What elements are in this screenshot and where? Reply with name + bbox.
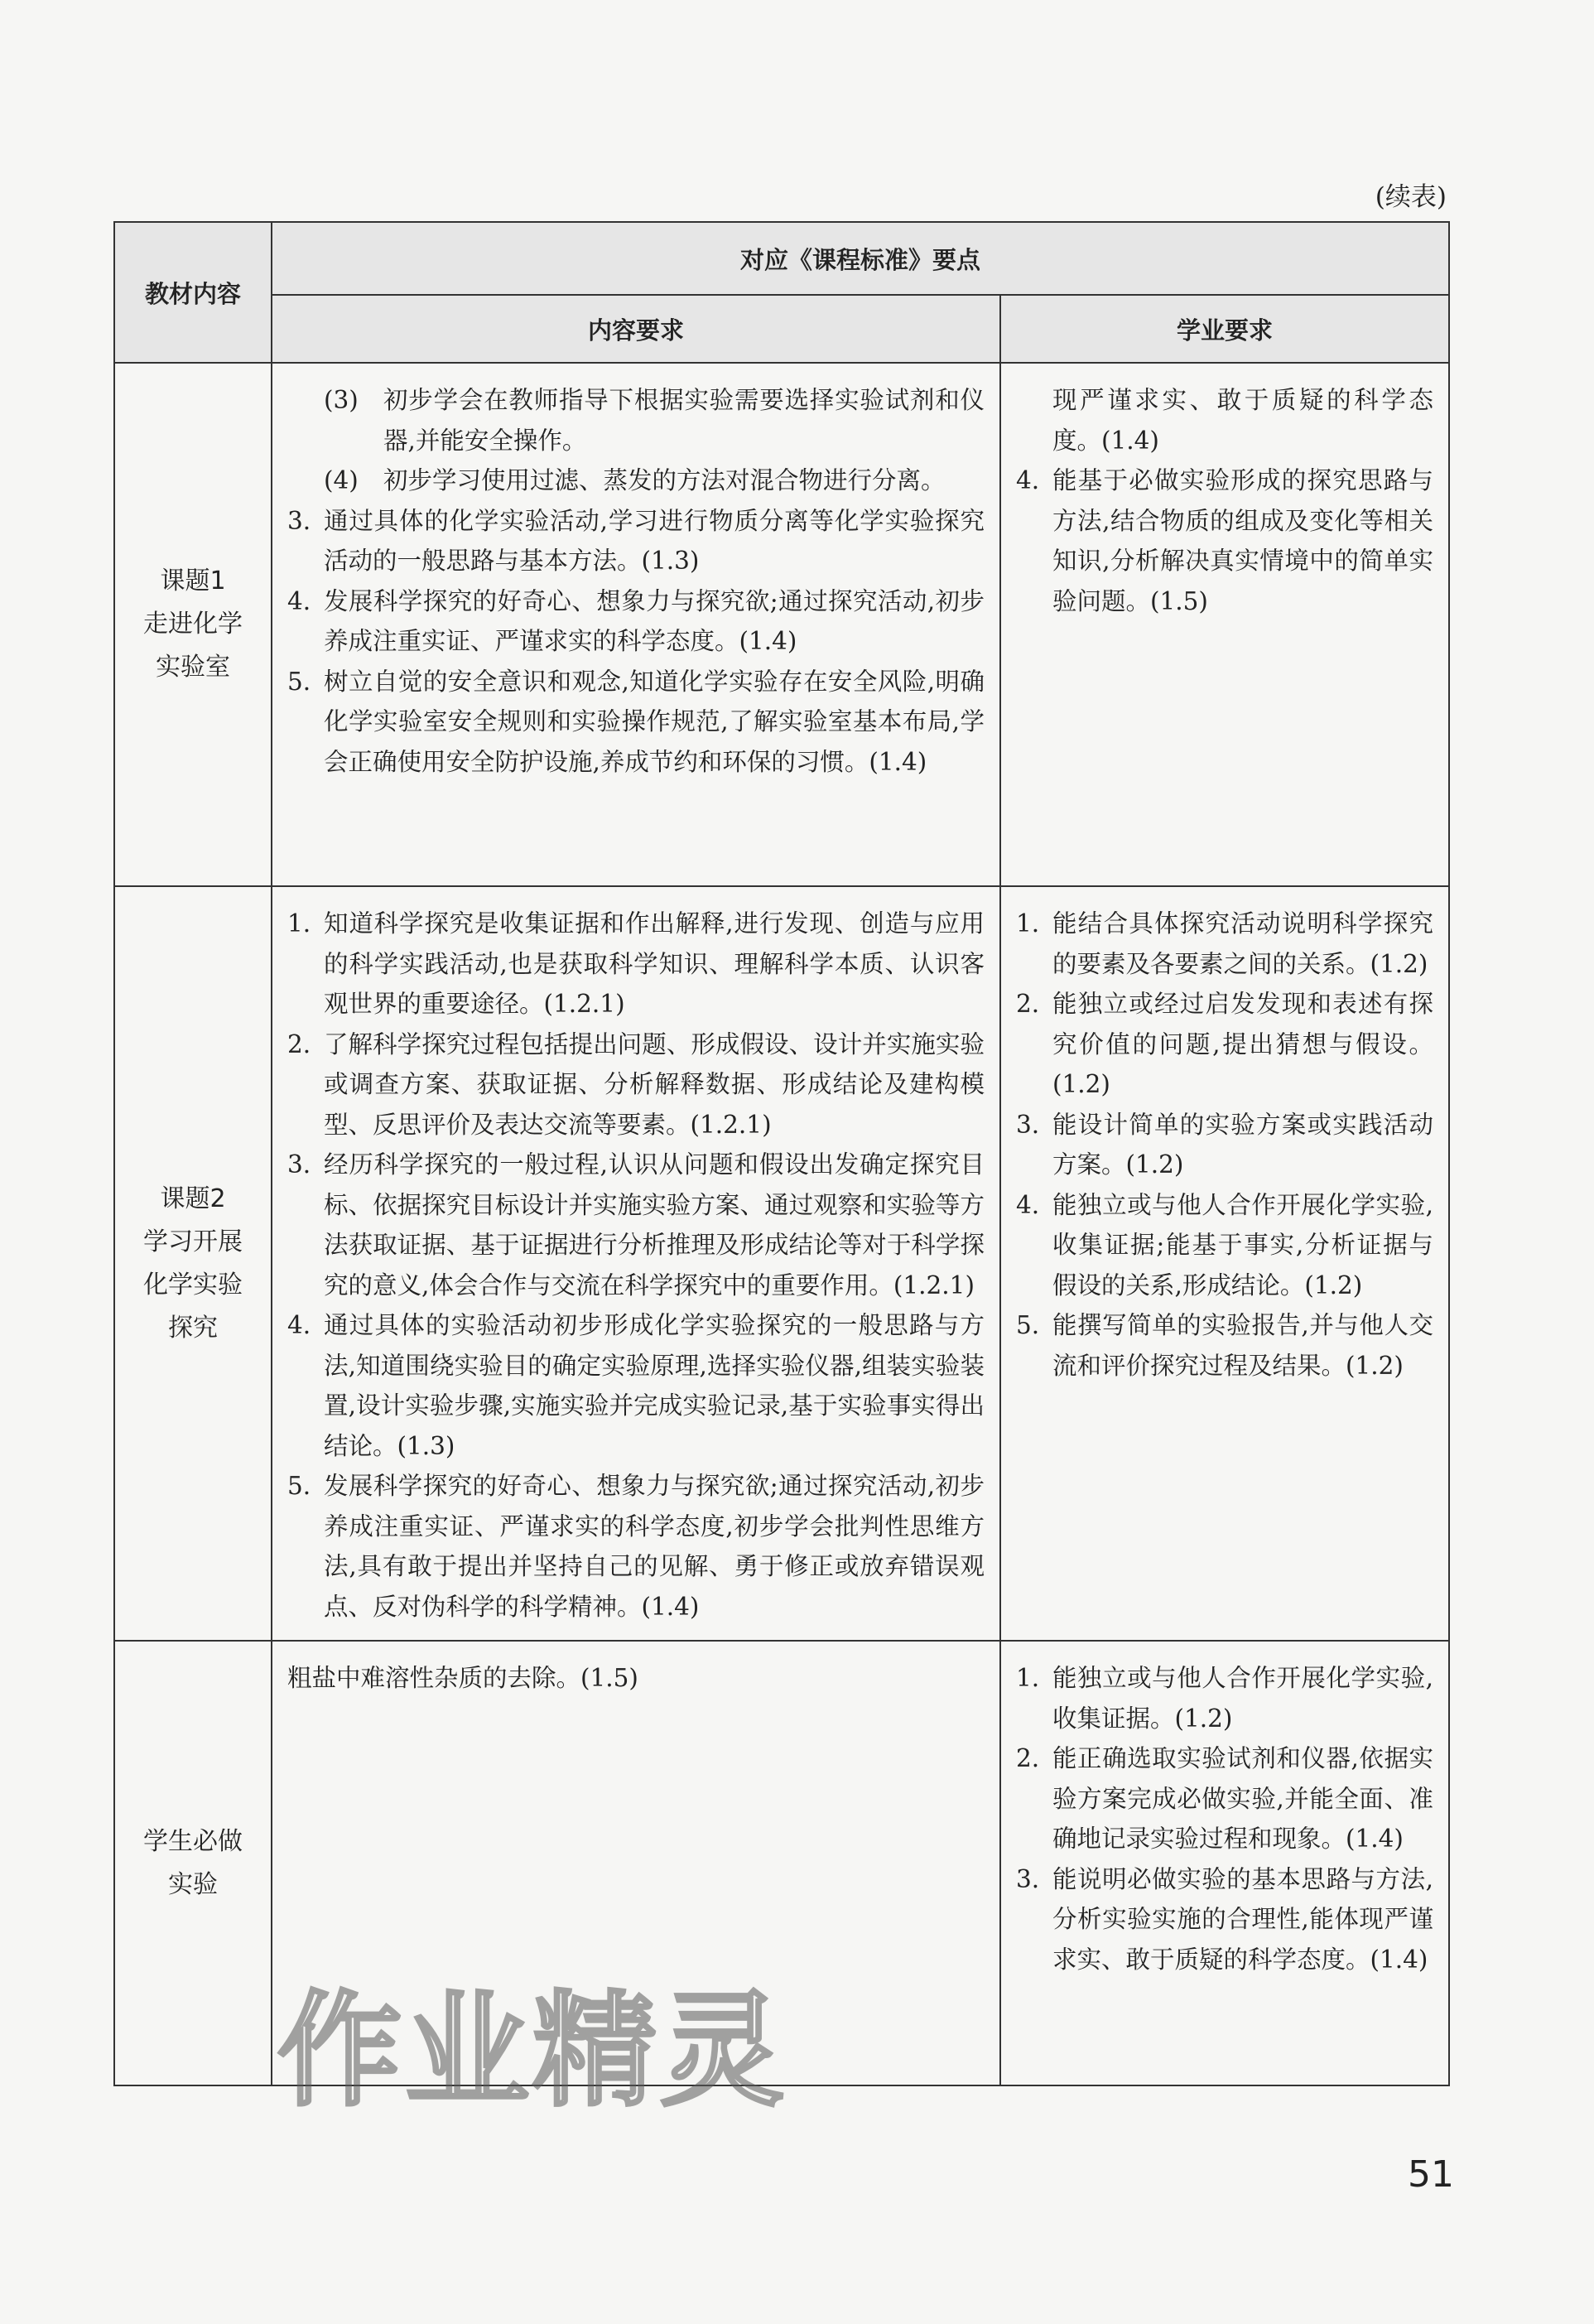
topic-cell: [114, 1641, 272, 2085]
table-body: [114, 363, 1449, 2085]
topic-line: 课题2: [160, 1184, 226, 1213]
item-text: 能基于必做实验形成的探究思路与方法,结合物质的组成及变化等相关知识,分析解决真实情境中的简单实验问题。(1.5): [1052, 466, 1434, 615]
list-item: [1016, 1105, 1433, 1185]
academic-requirements-cell: [1000, 886, 1449, 1641]
list-item: [1016, 1185, 1433, 1306]
list-item: [287, 581, 985, 662]
header-standards-group: 对应《课程标准》要点: [272, 222, 1449, 295]
item-number: 3.: [287, 506, 311, 535]
item-number: (3): [324, 386, 359, 414]
item-text: 能说明必做实验的基本思路与方法,分析实验实施的合理性,能体现严谨求实、敢于质疑的科学态度。(1.4): [1052, 1864, 1434, 1974]
item-text: 能独立或经过启发发现和表述有探究价值的问题,提出猜想与假设。(1.2): [1052, 990, 1434, 1098]
topic-line: 学生必做: [143, 1826, 243, 1856]
list-item: [287, 1466, 985, 1627]
item-text: 通过具体的实验活动初步形成化学实验探究的一般思路与方法,知道围绕实验目的确定实验原理,选择实验仪器,组装实验装置,设计实验步骤,实施实验并完成实验记录,基于实验事实得出结论。(1.3): [324, 1311, 985, 1460]
curriculum-table: [113, 221, 1450, 2086]
item-number: 4.: [287, 1311, 311, 1339]
item-number: 1.: [1016, 1664, 1040, 1692]
topic-cell: [114, 886, 272, 1641]
header-textbook-content: 教材内容: [114, 222, 272, 363]
item-text: 发展科学探究的好奇心、想象力与探究欲;通过探究活动,初步养成注重实证、严谨求实的科学态度,初步学会批判性思维方法,具有敢于提出并坚持自己的见解、勇于修正或放弃错误观点、反对伪科学的科学精神。(1.4): [324, 1472, 985, 1621]
item-number: 2.: [1016, 990, 1040, 1018]
item-number: 3.: [1016, 1110, 1040, 1139]
item-number: 1.: [287, 909, 311, 938]
item-text: 能独立或与他人合作开展化学实验,收集证据。(1.2): [1052, 1664, 1434, 1733]
item-text: 能撰写简单的实验报告,并与他人交流和评价探究过程及结果。(1.2): [1052, 1311, 1434, 1380]
topic-cell: [114, 363, 272, 886]
list-item: [287, 1145, 985, 1305]
list-item: [287, 501, 985, 581]
list-item: [287, 662, 985, 783]
sub-list-item: [287, 380, 985, 460]
academic-requirements-cell: [1000, 363, 1449, 886]
list-item: [1016, 1305, 1433, 1386]
topic-line: 实验室: [156, 653, 230, 682]
sub-list-item: [287, 460, 985, 501]
continued-label: (续表): [1375, 182, 1447, 212]
list-item: [1016, 1738, 1433, 1859]
academic-requirements-cell: [1000, 1641, 1449, 2085]
list-item: [287, 1305, 985, 1466]
list-item: [1016, 1658, 1433, 1738]
item-number: 4.: [1016, 1190, 1040, 1219]
item-number: 2.: [287, 1029, 311, 1058]
plain-text: 粗盐中难溶性杂质的去除。(1.5): [287, 1664, 638, 1692]
header-content-requirements: 内容要求: [272, 295, 1000, 363]
watermark-logo: 作业精灵: [277, 1979, 788, 2124]
list-item: [1016, 904, 1433, 984]
topic-line: 化学实验: [143, 1270, 243, 1299]
item-number: 3.: [1016, 1864, 1040, 1893]
table-row: [114, 363, 1449, 886]
topic-line: 探究: [168, 1313, 218, 1343]
item-number: 5.: [287, 1472, 311, 1500]
topic-line: 走进化学: [143, 610, 243, 639]
item-text: 初步学会在教师指导下根据实验需要选择实验试剂和仪器,并能安全操作。: [383, 386, 985, 455]
item-text: 能设计简单的实验方案或实践活动方案。(1.2): [1052, 1110, 1434, 1179]
item-text: 知道科学探究是收集证据和作出解释,进行发现、创造与应用的科学实践活动,也是获取科学知识、理解科学本质、认识客观世界的重要途径。(1.2.1): [324, 909, 985, 1018]
list-item: [287, 904, 985, 1025]
item-text: 经历科学探究的一般过程,认识从问题和假设出发确定探究目标、依据探究目标设计并实施实验方案、通过观察和实验等方法获取证据、基于证据进行分析推理及形成结论等对于科学探究的意义,体会合作与交流在科学探究中的重要作用。(1.2.1): [324, 1150, 985, 1299]
topic-line: 学习开展: [143, 1227, 243, 1256]
item-number: 5.: [287, 667, 311, 696]
content-requirements-cell: [272, 363, 1000, 886]
list-item: [287, 1025, 985, 1145]
continued-text: 现严谨求实、敢于质疑的科学态度。(1.4): [1052, 386, 1434, 455]
item-text: 能结合具体探究活动说明科学探究的要素及各要素之间的关系。(1.2): [1052, 909, 1434, 978]
item-number: 4.: [1016, 466, 1040, 494]
topic-line: 课题1: [160, 567, 226, 595]
item-number: (4): [324, 466, 359, 494]
table-row: [114, 886, 1449, 1641]
item-number: 1.: [1016, 909, 1040, 938]
item-number: 3.: [287, 1150, 311, 1179]
item-text: 树立自觉的安全意识和观念,知道化学实验存在安全风险,明确化学实验室安全规则和实验操作规范,了解实验室基本布局,学会正确使用安全防护设施,养成节约和环保的习惯。(1.4): [324, 667, 985, 776]
item-text: 能正确选取实验试剂和仪器,依据实验方案完成必做实验,并能全面、准确地记录实验过程和现象。(1.4): [1052, 1744, 1434, 1853]
item-number: 4.: [287, 586, 311, 615]
list-item: [1016, 1859, 1433, 1980]
item-text: 能独立或与他人合作开展化学实验,收集证据;能基于事实,分析证据与假设的关系,形成结论。(1.2): [1052, 1190, 1434, 1299]
list-item: [1016, 984, 1433, 1105]
list-item: [1016, 460, 1433, 621]
item-text: 发展科学探究的好奇心、想象力与探究欲;通过探究活动,初步养成注重实证、严谨求实的科学态度。(1.4): [324, 586, 985, 655]
item-text: 初步学习使用过滤、蒸发的方法对混合物进行分离。: [383, 466, 946, 494]
item-number: 2.: [1016, 1744, 1040, 1772]
topic-line: 实验: [168, 1869, 218, 1899]
item-text: 通过具体的化学实验活动,学习进行物质分离等化学实验探究活动的一般思路与基本方法。(1.3): [324, 506, 985, 575]
item-number: 5.: [1016, 1311, 1040, 1339]
item-text: 了解科学探究过程包括提出问题、形成假设、设计并实施实验或调查方案、获取证据、分析解释数据、形成结论及建构模型、反思评价及表达交流等要素。(1.2.1): [324, 1029, 985, 1139]
page-number: 51: [1408, 2153, 1454, 2196]
header-academic-requirements: 学业要求: [1000, 295, 1449, 363]
content-requirements-cell: [272, 886, 1000, 1641]
